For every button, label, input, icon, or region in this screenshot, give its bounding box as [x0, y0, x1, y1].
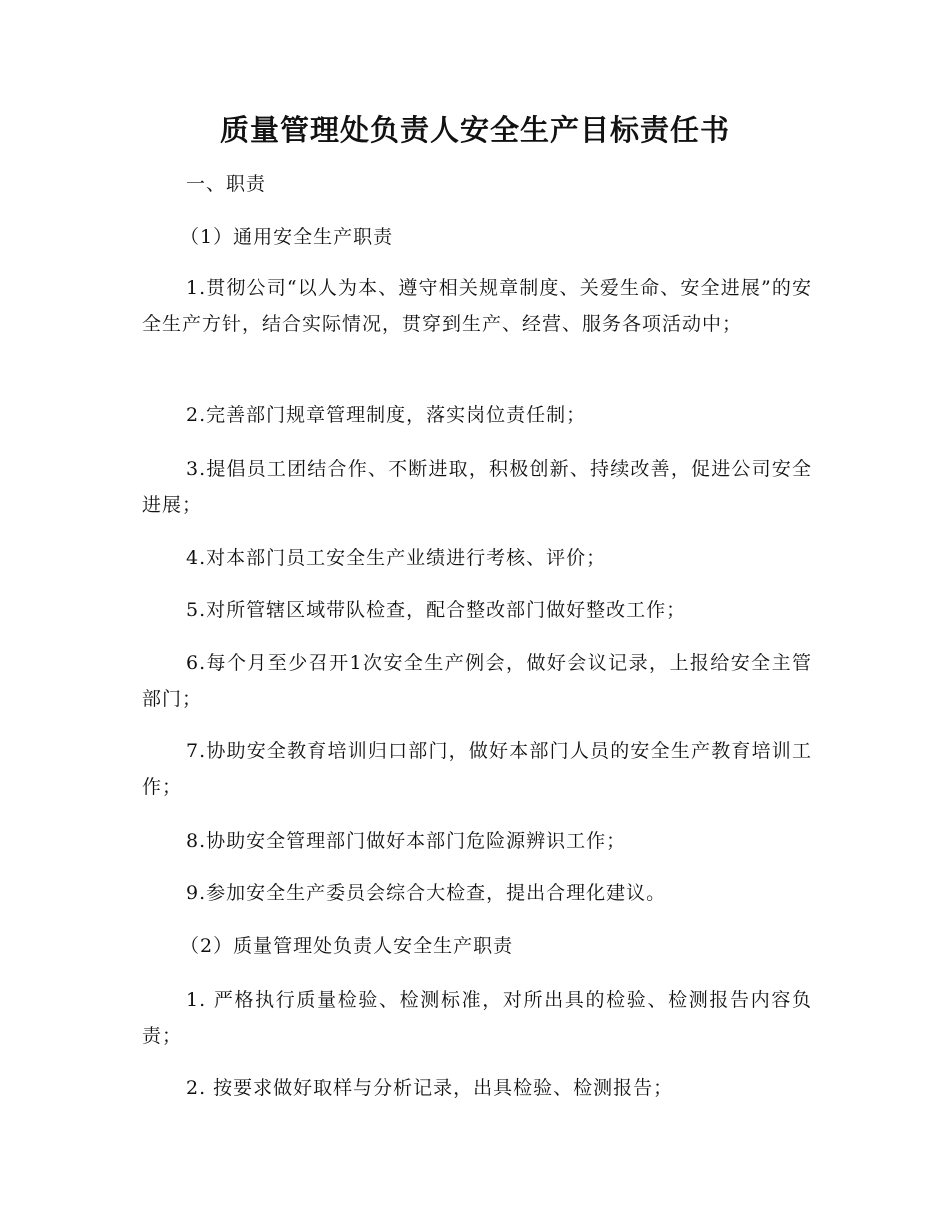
- subsection-heading-general: （1）通用安全生产职责: [180, 226, 394, 248]
- section-heading-duties: 一、职责: [186, 173, 267, 195]
- general-item-6: 6.每个月至少召开1次安全生产例会，做好会议记录，上报给安全主管部门；: [142, 652, 812, 710]
- quality-item-2: 2. 按要求做好取样与分析记录，出具检验、检测报告；: [186, 1077, 674, 1099]
- subsection-heading-quality: （2）质量管理处负责人安全生产职责: [180, 935, 514, 957]
- quality-item-1: 1. 严格执行质量检验、检测标准，对所出具的检验、检测报告内容负责；: [142, 989, 812, 1047]
- document-title: 质量管理处负责人安全生产目标责任书: [219, 113, 730, 147]
- general-item-4: 4.对本部门员工安全生产业绩进行考核、评价；: [186, 547, 607, 569]
- general-item-1: 1.贯彻公司“以人为本、遵守相关规章制度、关爱生命、安全进展”的安全生产方针，结合实际情况，贯穿到生产、经营、服务各项活动中；: [142, 277, 812, 335]
- general-item-7: 7.协助安全教育培训归口部门，做好本部门人员的安全生产教育培训工作；: [142, 740, 812, 798]
- general-item-3: 3.提倡员工团结合作、不断进取，积极创新、持续改善，促进公司安全进展；: [142, 458, 812, 516]
- general-item-9: 9.参加安全生产委员会综合大检查，提出合理化建议。: [186, 882, 667, 904]
- general-item-5: 5.对所管辖区域带队检查，配合整改部门做好整改工作；: [186, 599, 687, 621]
- general-item-2: 2.完善部门规章管理制度，落实岗位责任制；: [186, 404, 587, 426]
- general-item-8: 8.协助安全管理部门做好本部门危险源辨识工作；: [186, 830, 627, 852]
